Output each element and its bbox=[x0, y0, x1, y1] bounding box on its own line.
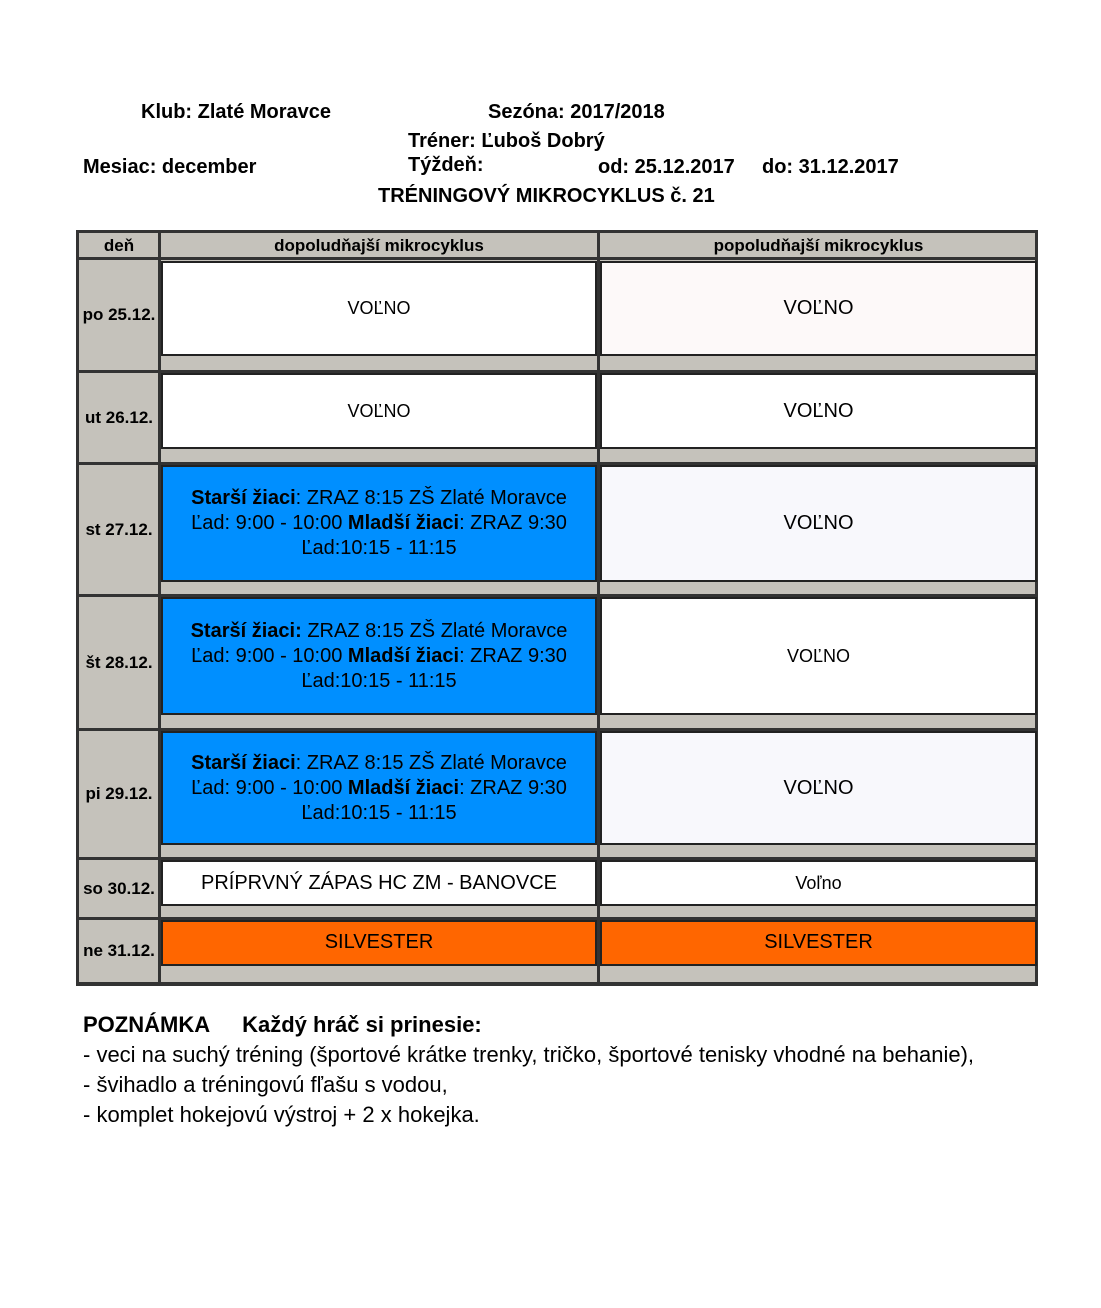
column-header-day: deň bbox=[103, 236, 135, 255]
week-from: od: 25.12.2017 bbox=[598, 156, 735, 178]
afternoon-cell: SILVESTER bbox=[600, 920, 1037, 966]
row-divider bbox=[79, 257, 1035, 260]
morning-cell bbox=[161, 465, 597, 582]
notes-title bbox=[83, 1010, 1043, 1040]
coach-label: Tréner: Ľuboš Dobrý bbox=[408, 130, 605, 152]
column-header-morning: dopoludňajší mikrocyklus bbox=[274, 236, 484, 255]
month-label: Mesiac: december bbox=[83, 156, 257, 178]
day-label: pi 29.12. bbox=[85, 784, 153, 803]
afternoon-cell: VOĽNO bbox=[600, 261, 1037, 356]
afternoon-cell: VOĽNO bbox=[600, 373, 1037, 449]
group-label: Starší žiaci: bbox=[190, 619, 302, 642]
afternoon-cell: Voľno bbox=[600, 860, 1037, 906]
afternoon-cell: VOĽNO bbox=[600, 731, 1037, 845]
day-label: ut 26.12. bbox=[84, 407, 154, 427]
afternoon-cell: VOĽNO bbox=[600, 597, 1037, 715]
morning-cell: SILVESTER bbox=[161, 920, 597, 966]
cell-text: Ľad: 9:00 - 10:00 bbox=[191, 644, 348, 667]
morning-cell bbox=[161, 731, 597, 845]
week-label: Týždeň: bbox=[408, 154, 484, 176]
cell-text: : ZRAZ 8:15 ZŠ Zlaté Moravce bbox=[295, 487, 567, 509]
column-header-afternoon: popoludňajší mikrocyklus bbox=[713, 236, 924, 255]
morning-cell: PRÍPRVNÝ ZÁPAS HC ZM - BANOVCE bbox=[161, 860, 597, 906]
morning-cell bbox=[161, 597, 597, 715]
cell-text: Ľad:10:15 - 11:15 bbox=[301, 669, 457, 692]
cell-text: Ľad:10:15 - 11:15 bbox=[301, 537, 457, 559]
day-label: št 28.12. bbox=[85, 652, 153, 672]
page-title: TRÉNINGOVÝ MIKROCYKLUS č. 21 bbox=[378, 185, 715, 207]
note-item: - komplet hokejovú výstroj + 2 x hokejka. bbox=[83, 1102, 480, 1127]
afternoon-cell: VOĽNO bbox=[600, 465, 1037, 582]
season-label: Sezóna: 2017/2018 bbox=[488, 101, 665, 123]
cell-text: ZRAZ 8:15 ZŠ Zlaté Moravce bbox=[301, 619, 568, 642]
club-label: Klub: Zlaté Moravce bbox=[141, 101, 332, 123]
group-label: Mladší žiaci bbox=[347, 776, 460, 799]
cell-text: Ľad: 9:00 - 10:00 bbox=[191, 512, 348, 534]
day-label: ne 31.12. bbox=[83, 941, 155, 960]
cell-text: : ZRAZ 8:15 ZŠ Zlaté Moravce bbox=[295, 751, 567, 774]
group-label: Starší žiaci bbox=[191, 487, 296, 509]
week-to: do: 31.12.2017 bbox=[762, 156, 899, 178]
cell-text: : ZRAZ 9:30 bbox=[459, 644, 567, 667]
note-item: - švihadlo a tréningovú fľašu s vodou, bbox=[83, 1072, 448, 1097]
schedule-table bbox=[76, 230, 1038, 986]
notes-label: POZNÁMKA bbox=[83, 1012, 211, 1037]
morning-cell: VOĽNO bbox=[161, 373, 597, 449]
notes-heading: Každý hráč si prinesie: bbox=[242, 1012, 482, 1037]
day-label: po 25.12. bbox=[82, 305, 156, 324]
cell-text: : ZRAZ 9:30 bbox=[459, 512, 567, 534]
day-label: st 27.12. bbox=[85, 519, 153, 539]
group-label: Mladší žiaci bbox=[347, 644, 460, 667]
group-label: Mladší žiaci bbox=[347, 512, 460, 534]
morning-cell: VOĽNO bbox=[161, 261, 597, 356]
notes-section bbox=[83, 1010, 1043, 1130]
cell-text: : ZRAZ 9:30 bbox=[459, 776, 567, 799]
cell-text: Ľad: 9:00 - 10:00 bbox=[191, 776, 348, 799]
group-label: Starší žiaci bbox=[191, 751, 296, 774]
note-item: - veci na suchý tréning (športové krátke trenky, tričko, športové tenisky vhodné na behanie), bbox=[83, 1042, 975, 1067]
day-label: so 30.12. bbox=[83, 878, 155, 898]
cell-text: Ľad:10:15 - 11:15 bbox=[301, 801, 457, 824]
